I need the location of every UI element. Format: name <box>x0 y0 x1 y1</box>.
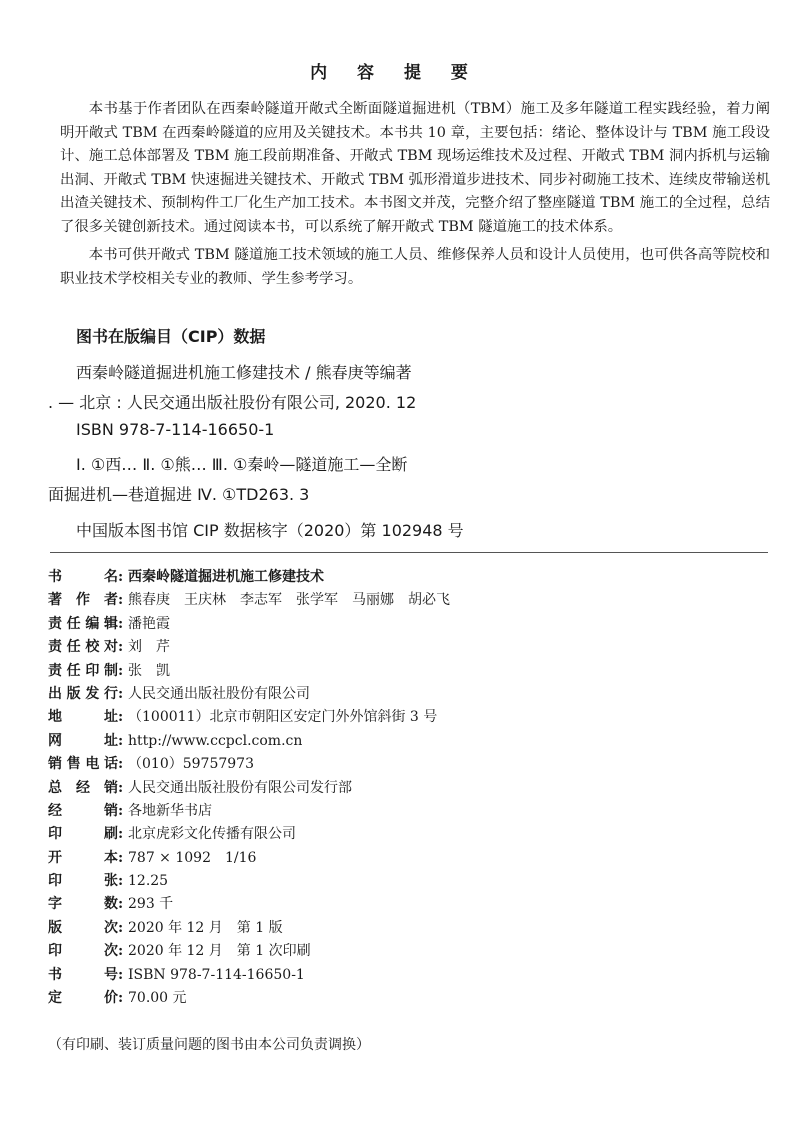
imprint-row <box>48 893 768 916</box>
imprint-value: 70.00 元 <box>128 990 187 1007</box>
imprint-colon: : <box>118 569 124 585</box>
imprint-colon: : <box>118 756 124 773</box>
divider <box>50 552 768 553</box>
imprint-label: 经 销 <box>48 802 118 819</box>
imprint-value: 熊春庚 王庆林 李志军 张学军 马丽娜 胡必飞 <box>128 592 450 609</box>
imprint-colon: : <box>118 990 124 1007</box>
imprint-colon: : <box>118 943 124 960</box>
imprint-value: 各地新华书店 <box>128 802 212 819</box>
cip-title-line: 西秦岭隧道掘进机施工修建技术 / 熊春庚等编著 <box>76 363 412 382</box>
cip-heading: 图书在版编目（CIP）数据 <box>76 327 266 346</box>
imprint-row <box>48 940 768 963</box>
imprint-colon: : <box>118 779 124 796</box>
imprint-label: 印 张 <box>48 873 118 890</box>
imprint-value: ISBN 978-7-114-16650-1 <box>128 966 305 983</box>
imprint-label: 开 本 <box>48 849 118 866</box>
imprint-value: 北京虎彩文化传播有限公司 <box>128 826 296 843</box>
imprint-label: 责任编辑 <box>48 615 118 632</box>
imprint-label: 地 址 <box>48 709 118 726</box>
imprint-colon: : <box>118 685 124 702</box>
imprint-row <box>48 870 768 893</box>
imprint-colon: : <box>118 802 124 819</box>
imprint-colon: : <box>118 615 124 632</box>
summary-heading: 内 容 提 要 <box>310 63 480 83</box>
imprint-value: 张 凯 <box>128 662 170 679</box>
imprint-row <box>48 706 768 729</box>
summary-paragraph: 本书基于作者团队在西秦岭隧道开敞式全断面隧道掘进机（TBM）施工及多年隧道工程实践经验，着力阐明开敞式 TBM 在西秦岭隧道的应用及关键技术。本书共 10 章，主要包括：绪论、整体设计与 TBM 施工段设计、施工总体部署及 TBM 施工段前期准备、开敞式 TBM 现场运维技术及过程、开敞式 TBM 洞内拆机与运输出洞、开敞式 TBM 快速掘进关键技术、开敞式 TBM 弧形滑道步进技术、同步衬砌施工技术、连续皮带输送机出渣关键技术、预制构件工厂化生产加工技术。本书图文并茂，完整介绍了整座隧道 TBM 施工的全过程，总结了很多关键创新技术。通过阅读本书，可以系统了解开敞式 TBM 隧道施工的技术体系。 <box>60 101 770 235</box>
imprint-value: 人民交通出版社股份有限公司 <box>128 685 310 702</box>
imprint-colon: : <box>118 592 124 609</box>
cip-isbn-line: ISBN 978-7-114-16650-1 <box>76 420 275 439</box>
imprint-colon: : <box>118 709 124 726</box>
imprint-row <box>48 683 768 706</box>
imprint-label: 总 经 销 <box>48 779 118 796</box>
imprint-row <box>48 917 768 940</box>
imprint-label: 责任校对 <box>48 639 118 656</box>
imprint-row <box>48 589 768 612</box>
imprint-label: 字 数 <box>48 896 118 913</box>
imprint-value: 787 × 1092 1/16 <box>128 849 257 866</box>
imprint-label: 书 号 <box>48 966 118 983</box>
imprint-row <box>48 730 768 753</box>
imprint-value: 2020 年 12 月 第 1 版 <box>128 919 283 936</box>
imprint-row <box>48 566 768 589</box>
imprint-row <box>48 777 768 800</box>
imprint-label: 版 次 <box>48 919 118 936</box>
imprint-value: 人民交通出版社股份有限公司发行部 <box>128 779 352 796</box>
imprint-row <box>48 964 768 987</box>
imprint-label: 定 价 <box>48 990 118 1007</box>
imprint-colon: : <box>118 849 124 866</box>
imprint-row <box>48 800 768 823</box>
cip-publisher-line: . — 北京 : 人民交通出版社股份有限公司, 2020. 12 <box>48 393 417 412</box>
imprint-value: 潘艳霞 <box>128 615 170 632</box>
imprint-row <box>48 987 768 1010</box>
imprint-colon: : <box>118 826 124 843</box>
imprint-row <box>48 636 768 659</box>
imprint-value: http://www.ccpcl.com.cn <box>128 732 303 749</box>
imprint-colon: : <box>118 732 124 749</box>
imprint-label: 印 刷 <box>48 826 118 843</box>
imprint-row <box>48 660 768 683</box>
imprint-label: 书 名 <box>48 569 118 585</box>
footer-note: （有印刷、装订质量问题的图书由本公司负责调换） <box>48 1037 370 1053</box>
cip-record-number: 中国版本图书馆 CIP 数据核字（2020）第 102948 号 <box>76 521 464 540</box>
imprint-label: 印 次 <box>48 943 118 960</box>
imprint-value: 12.25 <box>128 873 169 890</box>
imprint-value: 2020 年 12 月 第 1 次印刷 <box>128 943 311 960</box>
imprint-value: 293 千 <box>128 896 174 913</box>
cip-classification-line: Ⅰ. ①西… Ⅱ. ①熊… Ⅲ. ①秦岭—隧道施工—全断 <box>76 455 408 474</box>
imprint-value: 西秦岭隧道掘进机施工修建技术 <box>128 569 324 585</box>
cip-classification-line: 面掘进机—巷道掘进 Ⅳ. ①TD263. 3 <box>48 485 310 504</box>
imprint-label: 销售电话 <box>48 756 118 773</box>
imprint-colon: : <box>118 966 124 983</box>
imprint-row <box>48 847 768 870</box>
imprint-colon: : <box>118 639 124 656</box>
imprint-label: 出版发行 <box>48 685 118 702</box>
imprint-value: （100011）北京市朝阳区安定门外外馆斜街 3 号 <box>128 709 438 726</box>
imprint-label: 著 作 者 <box>48 592 118 609</box>
imprint-label: 网 址 <box>48 732 118 749</box>
imprint-value: （010）59757973 <box>128 756 254 773</box>
imprint-colon: : <box>118 873 124 890</box>
imprint-colon: : <box>118 896 124 913</box>
imprint-table <box>48 566 768 1010</box>
imprint-label: 责任印制 <box>48 662 118 679</box>
imprint-row <box>48 753 768 776</box>
imprint-colon: : <box>118 919 124 936</box>
summary-paragraph: 本书可供开敞式 TBM 隧道施工技术领域的施工人员、维修保养人员和设计人员使用，也可供各高等院校和职业技术学校相关专业的教师、学生参考学习。 <box>60 247 770 287</box>
imprint-colon: : <box>118 662 124 679</box>
imprint-value: 刘 芹 <box>128 639 170 656</box>
imprint-row <box>48 613 768 636</box>
imprint-row <box>48 823 768 846</box>
